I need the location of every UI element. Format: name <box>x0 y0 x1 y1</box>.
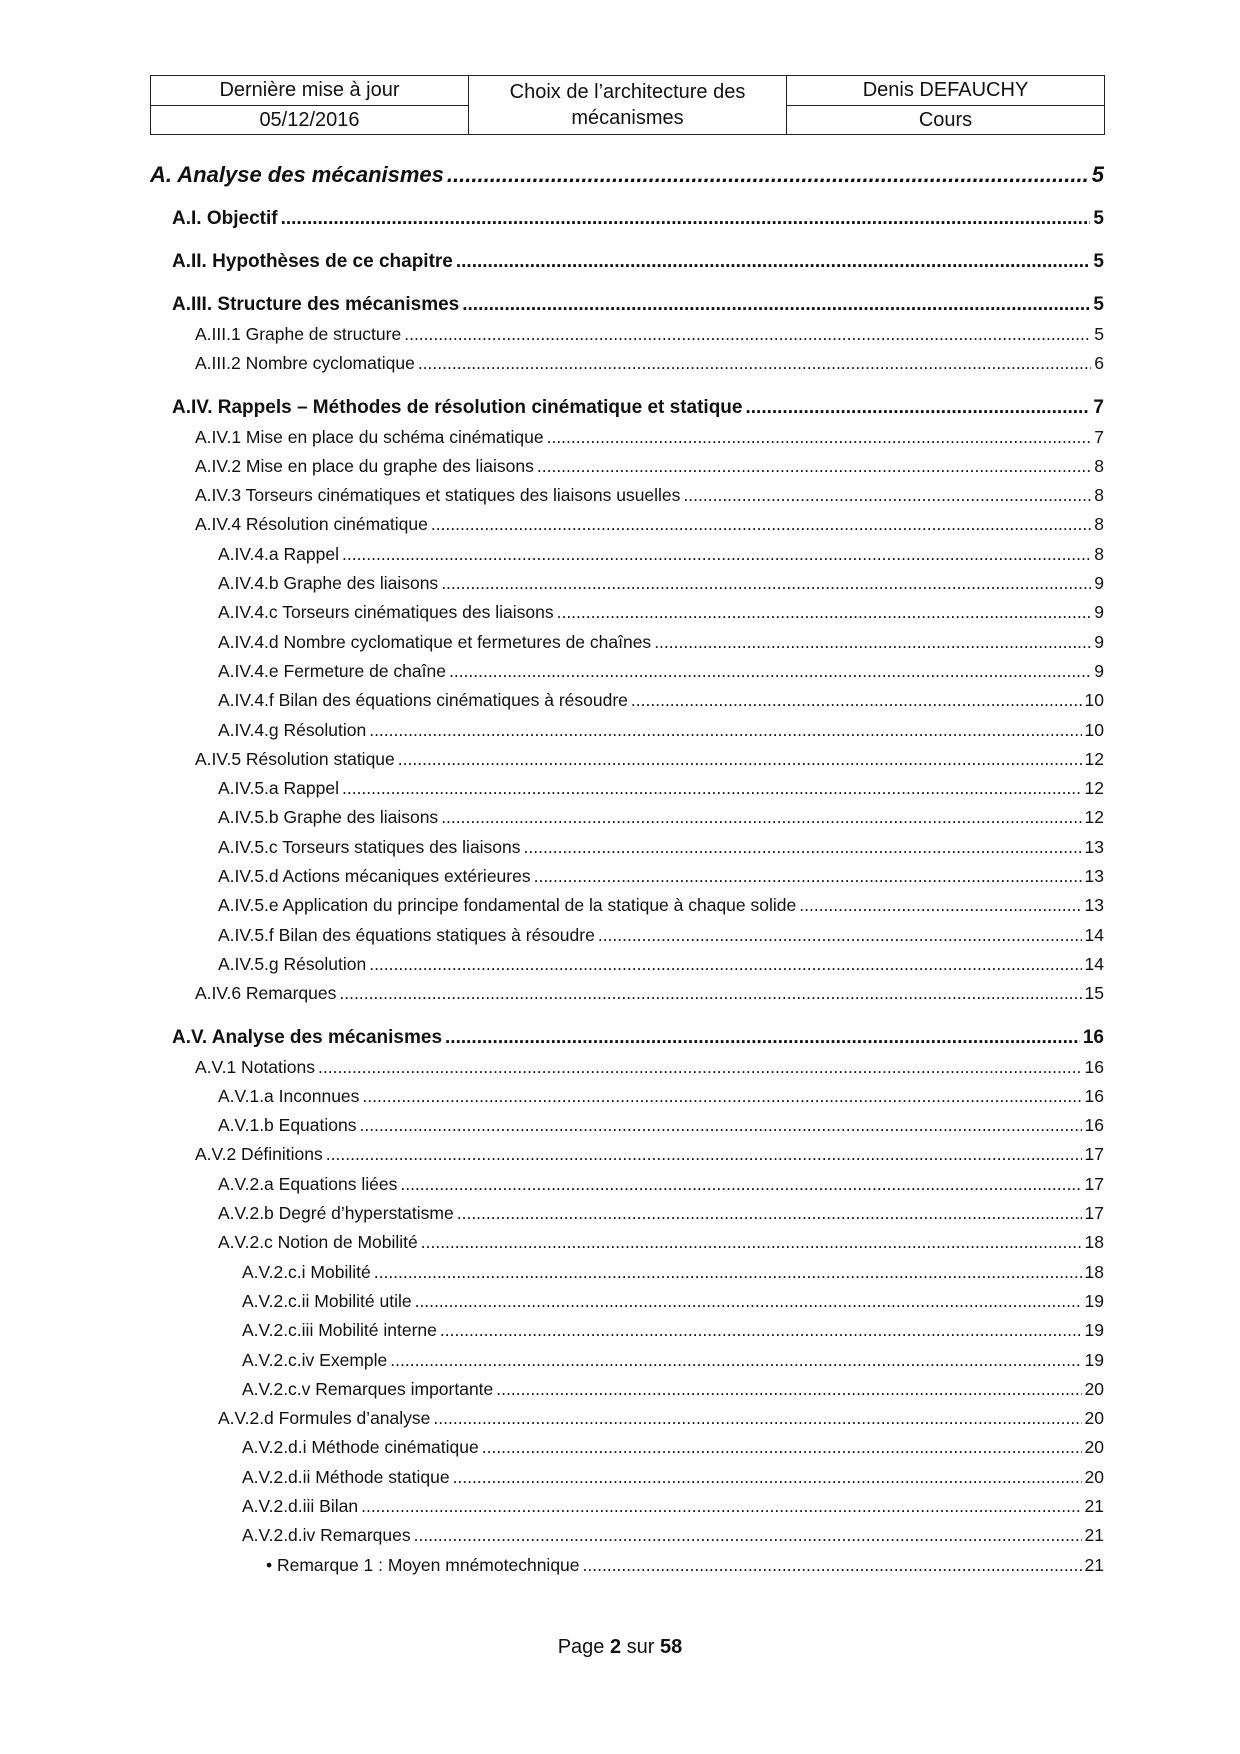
toc-entry-page: 13 <box>1084 895 1104 916</box>
toc-entry[interactable] <box>150 544 1104 573</box>
toc-entry[interactable] <box>150 925 1104 954</box>
toc-entry-page: 16 <box>1084 1085 1104 1106</box>
toc-dot-leader <box>456 251 1091 273</box>
toc-entry-label: A.V.2.c.v Remarques importante <box>242 1378 494 1399</box>
toc-entry[interactable] <box>150 208 1104 236</box>
toc-entry-page: 15 <box>1084 983 1104 1004</box>
toc-entry[interactable] <box>150 485 1104 514</box>
toc-entry-page: 20 <box>1084 1378 1104 1399</box>
toc-dot-leader <box>631 690 1082 711</box>
toc-entry-page: 13 <box>1084 836 1104 857</box>
toc-entry[interactable] <box>150 1144 1104 1173</box>
toc-entry-label: A.V.2 Définitions <box>195 1144 323 1165</box>
toc-entry[interactable] <box>150 251 1104 279</box>
toc-entry[interactable] <box>150 162 1104 194</box>
toc-entry[interactable] <box>150 720 1104 749</box>
toc-entry-page: 17 <box>1084 1173 1104 1194</box>
toc-dot-leader <box>361 1496 1081 1517</box>
toc-entry-page: 17 <box>1084 1203 1104 1224</box>
toc-entry[interactable] <box>150 1379 1104 1408</box>
toc-entry-page: 20 <box>1084 1437 1104 1458</box>
last-update-label: Dernière mise à jour <box>151 76 469 106</box>
toc-dot-leader <box>462 294 1090 316</box>
toc-entry[interactable] <box>150 807 1104 836</box>
toc-dot-leader <box>374 1262 1082 1283</box>
toc-entry-label: A.V.2.c.i Mobilité <box>242 1261 371 1282</box>
toc-entry-label: A.V.2.d.i Méthode cinématique <box>242 1437 479 1458</box>
toc-entry-label: A.V.1.b Equations <box>218 1115 357 1136</box>
toc-entry-label: A.I. Objectif <box>172 208 278 229</box>
toc-entry-label: A.IV.4.d Nombre cyclomatique et fermetures de chaînes <box>218 631 652 652</box>
toc-entry-label: A.IV.4.b Graphe des liaisons <box>218 573 439 594</box>
toc-entry-page: 19 <box>1084 1349 1104 1370</box>
toc-entry[interactable] <box>150 427 1104 456</box>
toc-entry[interactable] <box>150 837 1104 866</box>
toc-entry-page: 14 <box>1084 953 1104 974</box>
toc-dot-leader <box>318 1057 1082 1078</box>
table-of-contents <box>150 160 1104 1584</box>
document-type: Cours <box>787 105 1105 135</box>
toc-dot-leader <box>583 1555 1082 1576</box>
footer-page-separator: sur <box>626 1636 655 1658</box>
toc-dot-leader <box>339 983 1081 1004</box>
toc-entry-page: 20 <box>1084 1466 1104 1487</box>
toc-entry-label: A.IV.4.f Bilan des équations cinématiques à résoudre <box>218 690 628 711</box>
toc-entry-page: 18 <box>1084 1232 1104 1253</box>
toc-entry-label: A.IV.5.d Actions mécaniques extérieures <box>218 866 531 887</box>
toc-entry[interactable] <box>150 456 1104 485</box>
toc-entry[interactable] <box>150 661 1104 690</box>
toc-entry-label: A.V.2.c.iv Exemple <box>242 1349 388 1370</box>
toc-dot-leader <box>534 866 1082 887</box>
document-title-text: Choix de l’architecture des mécanismes <box>509 81 746 129</box>
toc-entry-page: 7 <box>1093 396 1104 418</box>
footer-page-prefix: Page <box>557 1636 605 1658</box>
toc-entry-label: A.IV.1 Mise en place du schéma cinématique <box>195 426 544 447</box>
toc-dot-leader <box>745 397 1090 419</box>
toc-entry[interactable] <box>150 1408 1104 1437</box>
toc-entry-label: A.V.2.d.iii Bilan <box>242 1495 359 1516</box>
toc-entry[interactable] <box>150 602 1104 631</box>
toc-entry[interactable] <box>150 1291 1104 1320</box>
toc-dot-leader <box>342 544 1091 565</box>
toc-dot-leader <box>440 1320 1082 1341</box>
toc-entry-label: A.V.2.b Degré d’hyperstatisme <box>218 1203 454 1224</box>
toc-entry[interactable] <box>150 294 1104 322</box>
toc-entry[interactable] <box>150 1262 1104 1291</box>
toc-entry[interactable] <box>150 954 1104 983</box>
toc-entry-page: 18 <box>1084 1261 1104 1282</box>
footer-page-number: 2 <box>609 1636 622 1658</box>
toc-entry-label: A.IV. Rappels – Méthodes de résolution cinématique et statique <box>172 396 743 418</box>
toc-entry-page: 9 <box>1094 631 1104 652</box>
toc-dot-leader <box>415 1291 1082 1312</box>
toc-entry[interactable] <box>150 983 1104 1012</box>
toc-entry-label: A.IV.5.g Résolution <box>218 953 367 974</box>
toc-entry[interactable] <box>150 1115 1104 1144</box>
toc-entry-page: 8 <box>1094 485 1104 506</box>
toc-dot-leader <box>524 837 1082 858</box>
toc-entry-page: 5 <box>1094 324 1104 344</box>
toc-entry[interactable] <box>150 514 1104 543</box>
toc-dot-leader <box>683 485 1091 506</box>
toc-entry[interactable] <box>150 1027 1104 1055</box>
toc-entry-page: 14 <box>1084 924 1104 945</box>
toc-dot-leader <box>404 324 1091 345</box>
toc-entry-page: 21 <box>1084 1554 1104 1575</box>
toc-entry-label: A.IV.4.a Rappel <box>218 543 339 564</box>
toc-dot-leader <box>369 720 1081 741</box>
author-name: Denis DEFAUCHY <box>787 76 1105 106</box>
toc-entry-label: A.V.2.c Notion de Mobilité <box>218 1232 418 1253</box>
toc-dot-leader <box>447 162 1089 188</box>
toc-dot-leader <box>547 427 1092 448</box>
toc-entry[interactable] <box>150 895 1104 924</box>
toc-entry-label: A.IV.5.e Application du principe fondamental de la statique à chaque solide <box>218 895 797 916</box>
toc-entry-page: 21 <box>1084 1495 1104 1516</box>
toc-entry[interactable] <box>150 324 1104 353</box>
toc-entry-label: A.IV.4 Résolution cinématique <box>195 514 428 535</box>
toc-entry-label: A.V.2.d.iv Remarques <box>242 1525 411 1546</box>
toc-entry[interactable] <box>150 1057 1104 1086</box>
toc-entry[interactable] <box>150 1496 1104 1525</box>
toc-entry-page: 9 <box>1094 573 1104 594</box>
toc-dot-leader <box>441 807 1081 828</box>
toc-dot-leader <box>431 514 1091 535</box>
toc-entry-label: A.III. Structure des mécanismes <box>172 294 460 315</box>
toc-entry-page: 12 <box>1084 807 1104 828</box>
toc-entry-label: A.IV.5 Résolution statique <box>195 748 395 769</box>
toc-entry-page: 9 <box>1094 602 1104 623</box>
toc-entry-label: A.IV.5.f Bilan des équations statiques à résoudre <box>218 924 595 945</box>
toc-entry-page: 6 <box>1094 353 1104 374</box>
toc-entry-page: 16 <box>1084 1056 1104 1077</box>
toc-entry[interactable] <box>150 1467 1104 1496</box>
toc-entry-page: 7 <box>1094 426 1104 447</box>
page-footer <box>0 1636 1240 1659</box>
toc-entry-page: 10 <box>1084 719 1104 740</box>
toc-entry[interactable] <box>150 353 1104 382</box>
toc-entry-label: • Remarque 1 : Moyen mnémotechnique <box>266 1554 580 1575</box>
toc-entry-label: A.IV.4.e Fermeture de chaîne <box>218 660 446 681</box>
toc-entry-label: A.V. Analyse des mécanismes <box>172 1026 443 1048</box>
toc-entry-page: 16 <box>1082 1026 1104 1048</box>
toc-entry[interactable] <box>150 632 1104 661</box>
toc-entry-page: 8 <box>1094 543 1104 564</box>
toc-entry-label: A.V.1 Notations <box>195 1056 315 1077</box>
toc-dot-leader <box>362 1086 1081 1107</box>
toc-entry-label: A.IV.4.g Résolution <box>218 719 367 740</box>
toc-entry-label: A.III.2 Nombre cyclomatique <box>195 353 415 374</box>
toc-entry-label: A. Analyse des mécanismes <box>150 162 444 187</box>
toc-entry-page: 5 <box>1093 251 1104 272</box>
toc-entry-page: 8 <box>1094 455 1104 476</box>
toc-entry[interactable] <box>150 1555 1104 1584</box>
toc-entry-page: 13 <box>1084 866 1104 887</box>
last-update-date: 05/12/2016 <box>151 105 469 135</box>
toc-entry[interactable] <box>150 1232 1104 1261</box>
toc-entry-page: 12 <box>1084 778 1104 799</box>
toc-entry-label: A.III.1 Graphe de structure <box>195 324 402 344</box>
toc-entry-label: A.IV.6 Remarques <box>195 983 337 1004</box>
toc-dot-leader <box>445 1027 1080 1049</box>
toc-dot-leader <box>326 1144 1082 1165</box>
toc-entry[interactable] <box>150 1525 1104 1554</box>
toc-dot-leader <box>537 456 1091 477</box>
footer-total-pages: 58 <box>660 1636 683 1658</box>
toc-entry-page: 5 <box>1093 294 1104 315</box>
toc-entry-label: A.V.2.c.iii Mobilité interne <box>242 1320 437 1341</box>
toc-dot-leader <box>482 1437 1082 1458</box>
toc-entry-label: A.IV.4.c Torseurs cinématiques des liaisons <box>218 602 554 623</box>
toc-dot-leader <box>433 1408 1081 1429</box>
toc-dot-leader <box>414 1525 1082 1546</box>
toc-dot-leader <box>441 573 1091 594</box>
toc-dot-leader <box>598 925 1082 946</box>
document-header <box>150 75 1105 135</box>
toc-dot-leader <box>369 954 1081 975</box>
toc-entry-page: 10 <box>1084 690 1104 711</box>
toc-dot-leader <box>342 778 1082 799</box>
toc-dot-leader <box>390 1350 1081 1371</box>
toc-entry-label: A.IV.5.c Torseurs statiques des liaisons <box>218 836 521 857</box>
toc-entry[interactable] <box>150 397 1104 425</box>
toc-entry[interactable] <box>150 1086 1104 1115</box>
toc-entry[interactable] <box>150 1203 1104 1232</box>
toc-dot-leader <box>799 895 1081 916</box>
toc-entry[interactable] <box>150 573 1104 602</box>
toc-entry-label: A.V.2.d.ii Méthode statique <box>242 1466 450 1487</box>
toc-dot-leader <box>421 1232 1082 1253</box>
toc-dot-leader <box>418 353 1091 374</box>
toc-entry-label: A.IV.3 Torseurs cinématiques et statiques des liaisons usuelles <box>195 485 681 506</box>
toc-entry-page: 19 <box>1084 1320 1104 1341</box>
toc-entry-page: 20 <box>1084 1408 1104 1429</box>
toc-entry-page: 8 <box>1094 514 1104 535</box>
toc-dot-leader <box>398 749 1082 770</box>
toc-entry-label: A.IV.2 Mise en place du graphe des liaisons <box>195 455 534 476</box>
toc-dot-leader <box>453 1467 1082 1488</box>
toc-entry[interactable] <box>150 1437 1104 1466</box>
toc-entry-label: A.V.2.d Formules d’analyse <box>218 1408 431 1429</box>
toc-entry-page: 12 <box>1084 748 1104 769</box>
toc-dot-leader <box>557 602 1092 623</box>
toc-entry-label: A.II. Hypothèses de ce chapitre <box>172 251 453 272</box>
toc-dot-leader <box>281 208 1091 230</box>
toc-entry-label: A.V.2.c.ii Mobilité utile <box>242 1290 412 1311</box>
toc-entry[interactable] <box>150 690 1104 719</box>
toc-entry-label: A.V.2.a Equations liées <box>218 1173 398 1194</box>
toc-entry[interactable] <box>150 866 1104 895</box>
toc-dot-leader <box>457 1203 1082 1224</box>
toc-entry-page: 5 <box>1091 162 1104 187</box>
toc-entry[interactable] <box>150 1320 1104 1349</box>
toc-entry[interactable] <box>150 778 1104 807</box>
toc-entry[interactable] <box>150 1350 1104 1379</box>
toc-entry-page: 9 <box>1094 660 1104 681</box>
toc-entry[interactable] <box>150 749 1104 778</box>
document-title <box>469 76 787 135</box>
toc-dot-leader <box>496 1379 1081 1400</box>
toc-entry-page: 16 <box>1084 1115 1104 1136</box>
toc-entry[interactable] <box>150 1174 1104 1203</box>
toc-dot-leader <box>360 1115 1082 1136</box>
toc-entry-page: 5 <box>1093 208 1104 229</box>
toc-dot-leader <box>654 632 1091 653</box>
toc-entry-label: A.V.1.a Inconnues <box>218 1085 360 1106</box>
toc-entry-label: A.IV.5.b Graphe des liaisons <box>218 807 439 828</box>
toc-entry-page: 21 <box>1084 1525 1104 1546</box>
toc-dot-leader <box>400 1174 1081 1195</box>
toc-entry-label: A.IV.5.a Rappel <box>218 778 339 799</box>
toc-entry-page: 17 <box>1084 1144 1104 1165</box>
toc-dot-leader <box>449 661 1091 682</box>
toc-entry-page: 19 <box>1084 1290 1104 1311</box>
